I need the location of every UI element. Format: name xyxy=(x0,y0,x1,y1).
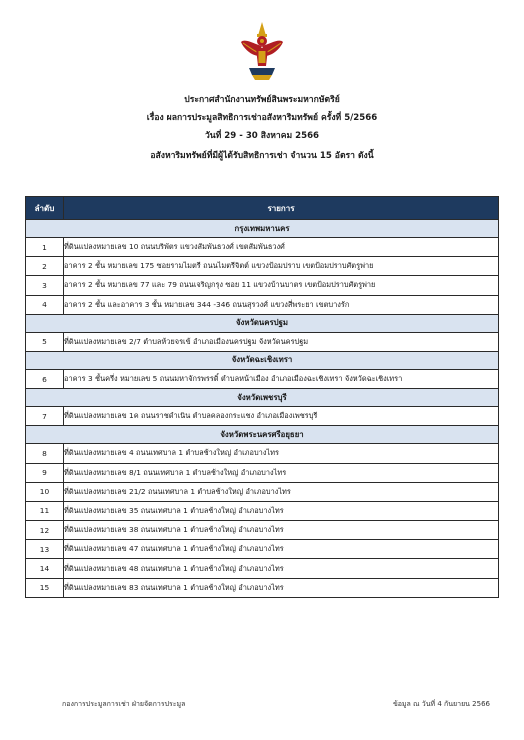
row-description: ที่ดินแปลงหมายเลข 35 ถนนเทศบาล 1 ตำบลช้างใหญ่ อำเภอบางไทร xyxy=(64,501,499,520)
row-description: ที่ดินแปลงหมายเลข 8/1 ถนนเทศบาล 1 ตำบลช้างใหญ่ อำเภอบางไทร xyxy=(64,463,499,482)
table-row xyxy=(26,257,499,276)
row-description: ที่ดินแปลงหมายเลข 83 ถนนเทศบาล 1 ตำบลช้างใหญ่ อำเภอบางไทร xyxy=(64,578,499,597)
announcement-summary: อสังหาริมทรัพย์ที่มีผู้ได้รับสิทธิการเช่า จำนวน 15 อัตรา ดังนี้ xyxy=(150,151,374,161)
row-description: ที่ดินแปลงหมายเลข 2/7 ตำบลห้วยจรเข้ อำเภอเมืองนครปฐม จังหวัดนครปฐม xyxy=(64,332,499,351)
row-number: 9 xyxy=(26,463,64,482)
row-description: ที่ดินแปลงหมายเลข 4 ถนนเทศบาล 1 ตำบลช้างใหญ่ อำเภอบางไทร xyxy=(64,444,499,463)
row-number: 1 xyxy=(26,238,64,257)
row-description: ที่ดินแปลงหมายเลข 10 ถนนบริพัตร แขวงสัมพันธวงศ์ เขตสัมพันธวงศ์ xyxy=(64,238,499,257)
footer-department: กองการประมูลการเช่า ฝ่ายจัดการประมูล xyxy=(62,700,186,708)
garuda-emblem-icon xyxy=(239,22,285,82)
table-row xyxy=(26,463,499,482)
region-name: จังหวัดพระนครศรีอยุธยา xyxy=(26,426,499,444)
table-row xyxy=(26,407,499,426)
row-number: 12 xyxy=(26,521,64,540)
row-description: ที่ดินแปลงหมายเลข 1ค ถนนราชดำเนิน ตำบลคลองกระแชง อำเภอเมืองเพชรบุรี xyxy=(64,407,499,426)
region-header-row xyxy=(26,389,499,407)
table-row xyxy=(26,482,499,501)
table-header-row xyxy=(26,197,499,220)
row-number: 14 xyxy=(26,559,64,578)
row-description: ที่ดินแปลงหมายเลข 21/2 ถนนเทศบาล 1 ตำบลช้างใหญ่ อำเภอบางไทร xyxy=(64,482,499,501)
region-name: จังหวัดนครปฐม xyxy=(26,314,499,332)
table-row xyxy=(26,276,499,295)
property-table xyxy=(25,196,499,598)
table-row xyxy=(26,444,499,463)
table-row xyxy=(26,521,499,540)
table-row xyxy=(26,238,499,257)
row-number: 10 xyxy=(26,482,64,501)
region-header-row xyxy=(26,314,499,332)
row-number: 3 xyxy=(26,276,64,295)
announcement-date: วันที่ 29 - 30 สิงหาคม 2566 xyxy=(204,131,320,141)
row-description: อาคาร 3 ชั้นครึ่ง หมายเลข 5 ถนนมหาจักรพรรดิ์ ตำบลหน้าเมือง อำเภอเมืองฉะเชิงเทรา จังหวัดฉะเชิงเทรา xyxy=(64,369,499,388)
announcement-title: ประกาศสำนักงานทรัพย์สินพระมหากษัตริย์ xyxy=(184,95,340,105)
region-name: จังหวัดฉะเชิงเทรา xyxy=(26,351,499,369)
row-number: 5 xyxy=(26,332,64,351)
row-number: 11 xyxy=(26,501,64,520)
row-description: อาคาร 2 ชั้น หมายเลข 175 ซอยรามไมตรี ถนนไมตรีจิตต์ แขวงป้อมปราบ เขตป้อมปราบศัตรูพ่าย xyxy=(64,257,499,276)
region-header-row xyxy=(26,351,499,369)
column-header-number: ลำดับ xyxy=(26,197,64,220)
region-header-row xyxy=(26,220,499,238)
table-row xyxy=(26,501,499,520)
footer-date: ข้อมูล ณ วันที่ 4 กันยายน 2566 xyxy=(392,700,490,708)
row-number: 7 xyxy=(26,407,64,426)
table-row xyxy=(26,369,499,388)
row-number: 15 xyxy=(26,578,64,597)
row-number: 6 xyxy=(26,369,64,388)
row-description: อาคาร 2 ชั้น และอาคาร 3 ชั้น หมายเลข 344 -346 ถนนสุรวงศ์ แขวงสี่พระยา เขตบางรัก xyxy=(64,295,499,314)
region-header-row xyxy=(26,426,499,444)
announcement-subject: เรื่อง ผลการประมูลสิทธิการเช่าอสังหาริมทรัพย์ ครั้งที่ 5/2566 xyxy=(146,113,378,123)
row-number: 4 xyxy=(26,295,64,314)
row-description: ที่ดินแปลงหมายเลข 47 ถนนเทศบาล 1 ตำบลช้างใหญ่ อำเภอบางไทร xyxy=(64,540,499,559)
table-row xyxy=(26,578,499,597)
table-row xyxy=(26,332,499,351)
region-name: จังหวัดเพชรบุรี xyxy=(26,389,499,407)
row-number: 8 xyxy=(26,444,64,463)
table-row xyxy=(26,295,499,314)
row-description: ที่ดินแปลงหมายเลข 38 ถนนเทศบาล 1 ตำบลช้างใหญ่ อำเภอบางไทร xyxy=(64,521,499,540)
column-header-item: รายการ xyxy=(64,197,499,220)
table-row xyxy=(26,540,499,559)
region-name: กรุงเทพมหานคร xyxy=(26,220,499,238)
row-description: อาคาร 2 ชั้น หมายเลข 77 และ 79 ถนนเจริญกรุง ซอย 11 แขวงบ้านบาตร เขตป้อมปราบศัตรูพ่าย xyxy=(64,276,499,295)
table-row xyxy=(26,559,499,578)
row-number: 13 xyxy=(26,540,64,559)
row-number: 2 xyxy=(26,257,64,276)
row-description: ที่ดินแปลงหมายเลข 48 ถนนเทศบาล 1 ตำบลช้างใหญ่ อำเภอบางไทร xyxy=(64,559,499,578)
